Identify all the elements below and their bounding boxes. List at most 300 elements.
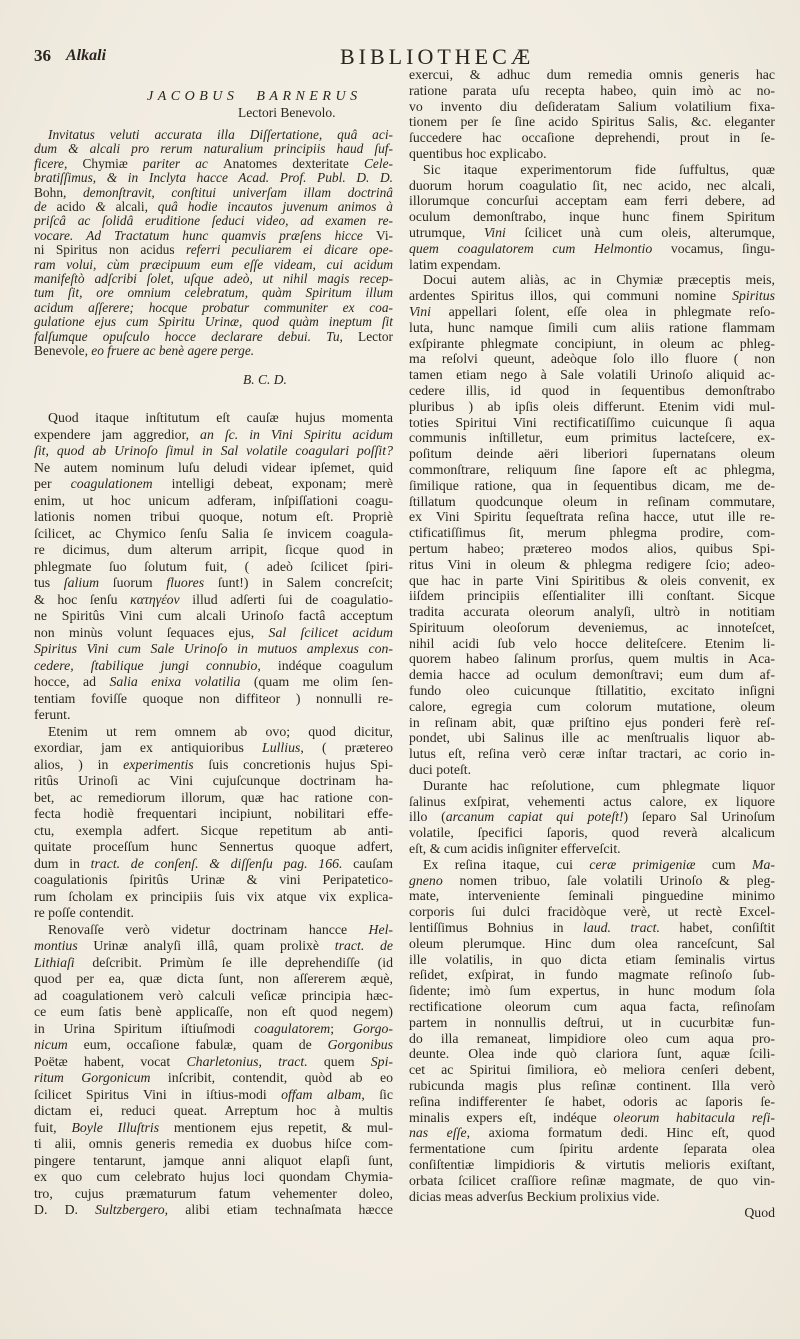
text-line (409, 588, 775, 604)
text-line (34, 773, 393, 790)
running-title: BIBLIOTHECÆ (340, 44, 535, 69)
text-line (409, 541, 775, 557)
roman-text: habet, conſiſtit (659, 920, 775, 936)
roman-text: hocce, ad (34, 674, 110, 689)
text-line (34, 229, 393, 243)
roman-text: cum (695, 856, 752, 872)
italic-text: dum & alcali pro rerum naturalium principiis haud ſuf- (34, 141, 393, 157)
text-line (34, 839, 393, 856)
text-line (34, 1021, 393, 1038)
text-line (409, 1173, 775, 1189)
roman-text: in reſinam abit, quæ priſtino ejus ponderi ferè reſ- (409, 714, 775, 730)
roman-text: ratione parata uſu recepta habeo, quin imò ac no- (409, 82, 775, 98)
text-line (409, 241, 775, 257)
roman-text: demia hacce ad oculum demonſtravi; eum dum af- (409, 667, 775, 683)
italic-text: Charletonius, tract. (186, 1053, 308, 1069)
paragraph (409, 272, 775, 778)
signature: B. C. D. (243, 372, 287, 387)
text-line (34, 526, 393, 543)
roman-text: latim expendam. (409, 256, 501, 272)
text-line (34, 625, 393, 642)
roman-text: cedere illis, id quod in ſequentibus demonſtrabo (409, 382, 775, 398)
roman-text: partem in nonnullis deſtrui, ut in cucurbitæ fun- (409, 1014, 775, 1030)
text-line (34, 823, 393, 840)
roman-text: reſina indifferenter ſe habet, odoris ac ſaporis ſe- (409, 1093, 775, 1109)
roman-text: enim, ut hoc unicum adferam, inſpiſſationi coagu- (34, 492, 393, 508)
roman-text: Durante hac reſolutione, cum phlegmate liquor (423, 777, 775, 793)
italic-text: quem coagulatorem cum Helmontio (409, 240, 653, 256)
text-line (34, 856, 393, 873)
text-line (409, 114, 775, 130)
text-line (409, 178, 775, 194)
text-line (409, 920, 775, 936)
roman-text: ſidente; imò ſum expertus, in hunc modum ſola (409, 983, 775, 999)
roman-text: , ( prætereo (300, 740, 393, 755)
text-line (409, 778, 775, 794)
italic-text: nicum (34, 1037, 68, 1052)
roman-text: quem (307, 1053, 371, 1069)
roman-text: Urinæ analyſi illâ, quam prolixè (77, 938, 335, 953)
roman-text: tionem per ſe ſine acido Spiritus Salis, &c. eleganter (409, 114, 775, 130)
text-line (409, 83, 775, 99)
roman-text: duci poteſt. (409, 762, 472, 778)
roman-text: appellari ſolent, eſſe olea in phlegmate reſo- (430, 303, 775, 319)
italic-text: nas eſſe (409, 1125, 467, 1141)
italic-text: referri peculiarem ei dicare ope- (174, 242, 393, 258)
italic-text: Vini (409, 303, 431, 319)
roman-text: ſcilicet Spiritus Vini in iſtius-modi (34, 1086, 282, 1102)
roman-text: iiſdem principiis eſſentialiter illi conſtant. Sicque (409, 588, 775, 604)
roman-text: ſcilicet, ac Chymico ſenſu Salia ſe invicem coagula- (34, 525, 393, 541)
text-line (34, 1120, 393, 1137)
roman-text: fecta hodiè frequentari incipiunt, nobilitari effe- (34, 806, 393, 821)
text-line (409, 272, 775, 288)
roman-text: re dicimus, dum alterum arripit, ſicque quod in (34, 542, 393, 557)
roman-text: commonſtrare, reliquum ſine ſapore eſt ac phlegma, (409, 461, 775, 477)
italic-text: Spi- (370, 1053, 394, 1069)
text-line (34, 427, 393, 444)
italic-text: Sal ſcilicet acidum (268, 624, 394, 640)
italic-text: tract. de conſenſ. & diſſenſu pag. 166. (90, 855, 343, 871)
roman-text: lutus eſt, reſina verò ceræ inſtar tractari, ac corio in- (409, 746, 775, 762)
text-line (409, 130, 775, 146)
roman-text: ne Spiritûs Vini cum alcali Urinoſo factâ acceptum (34, 608, 393, 623)
roman-text: ni Spiritus non acidus (34, 242, 175, 258)
text-line (409, 162, 775, 178)
italic-text: gneno (409, 872, 443, 888)
roman-text: deſcribit. Primùm ſe ille deprehendiſſe (id (74, 954, 393, 970)
roman-text: mate, interveniente ſeminali pinguedine minimo (409, 888, 775, 904)
roman-text: intelligi debeat, exponam; merè (152, 476, 393, 491)
roman-text: luta, hunc namque ſimili cum aliis ratione flammam (409, 319, 775, 335)
text-line (409, 651, 775, 667)
roman-text: pluribus ) ab ipſis oleis differunt. Etenim vidi mul- (409, 398, 775, 414)
roman-text: fundo oleo cuicunque ſtillatitio, excitato inſigni (409, 683, 775, 699)
text-line (409, 478, 775, 494)
text-line (409, 904, 775, 920)
roman-text: ſtillatum quodcunque oleum in reſinam commutare, (409, 493, 775, 509)
running-head-left: Alkali (66, 47, 107, 64)
italic-text: Ma- (752, 856, 775, 872)
text-line (34, 872, 393, 889)
preface-text (34, 128, 393, 359)
text-line (34, 476, 393, 493)
text-line (409, 841, 775, 857)
italic-text: ritum Gorgonicum (34, 1070, 151, 1085)
italic-text: κατηγέον (130, 591, 180, 607)
roman-text: Lector (358, 328, 393, 344)
italic-text: tract. de (334, 938, 393, 953)
paragraph (409, 67, 775, 162)
italic-text: falſumque opuſculo hocce declarare debui. Tu, (34, 328, 359, 344)
roman-text: Chymiæ (82, 155, 128, 171)
paragraph (409, 857, 775, 1205)
roman-text: Benevole (34, 343, 85, 359)
roman-text: lentiſſimus Bohnius in (409, 920, 583, 936)
right-column (409, 0, 775, 1339)
text-line (34, 410, 393, 427)
italic-text: Boyle Illuſtris (71, 1119, 160, 1135)
roman-text: ritûs Urinoſi ac Vini cujuſcunque doctrinam ha- (34, 773, 393, 788)
text-line (409, 999, 775, 1015)
text-line (34, 243, 393, 257)
roman-text: coagulationis ſpiritûs Urinæ & vini Peripatetico- (34, 872, 393, 887)
text-line (409, 715, 775, 731)
roman-text: & hoc ſenſu (34, 591, 131, 607)
text-line (409, 620, 775, 636)
text-line (34, 1070, 393, 1087)
text-line (34, 171, 393, 185)
roman-text: ti alii, omnis generis remedia ex duobus hiſce com- (34, 1136, 393, 1151)
text-line (409, 1141, 775, 1157)
roman-text: Ne autem nominum luſu deludi videar ipſemet, quid (34, 459, 393, 475)
roman-text: per (34, 476, 71, 491)
roman-text: Quod itaque inſtitutum eſt cauſæ hujus momenta (48, 410, 393, 425)
roman-text: utrumque, (409, 224, 484, 240)
roman-text: Ex reſina itaque, cui (423, 856, 590, 872)
text-line (34, 1103, 393, 1120)
italic-text: Invitatus veluti accurata illa Diſſertatione, quâ aci- (48, 127, 393, 142)
text-line (409, 257, 775, 273)
text-line (34, 1153, 393, 1170)
text-line (409, 494, 775, 510)
text-line (409, 683, 775, 699)
italic-text: ficere, (34, 155, 83, 171)
roman-text: fuit, (34, 1119, 72, 1135)
text-line (34, 592, 393, 609)
italic-text: montius (34, 938, 78, 953)
roman-text: vocamus, ſingu- (652, 240, 775, 256)
roman-text: re poſſe contendit. (34, 905, 134, 920)
roman-text: toties Spiritui Vini rectificatiſſimo cuicunque ſi aqua (409, 414, 775, 430)
catchword: Quod (744, 1205, 775, 1220)
roman-text: D. D. (34, 1202, 96, 1217)
roman-text: quentibus hoc explicabo. (409, 145, 547, 161)
text-line (409, 1110, 775, 1126)
roman-text: quod per ea, quæ dicta ſunt, non aſſererem æquè, (34, 971, 393, 986)
text-line (409, 320, 775, 336)
roman-text: ritus Vini in oleum & phlegma redigere ſcio; adeo- (409, 556, 775, 572)
roman-text: pertum habeo; prætereo modos alios, quibus Spi- (409, 540, 775, 556)
roman-text: rubicunda magis plus reſinæ continent. Illa verò (409, 1078, 775, 1093)
text-line (409, 636, 775, 652)
text-line (409, 209, 775, 225)
italic-text: ceræ primigeniæ (589, 856, 696, 872)
roman-text: cauſam (342, 855, 393, 871)
roman-text: (quam me olim ſen- (240, 674, 393, 689)
text-line (34, 460, 393, 477)
text-line (409, 462, 775, 478)
text-line (34, 1087, 393, 1104)
text-line (34, 674, 393, 691)
italic-text: de (34, 199, 57, 215)
roman-text: Spirituum oleoſorum deveniemus, ac innoteſcet, (409, 619, 775, 635)
italic-text: fluores (166, 575, 205, 590)
roman-text: illorumque concurſui acceptam eam ferri debere, ad (409, 193, 775, 209)
page-number: 36 (34, 46, 51, 65)
text-line (34, 542, 393, 559)
text-line (34, 157, 393, 171)
roman-text: fermentatione cum ſpiritu ardente ſeparata olea (409, 1141, 775, 1157)
text-line (409, 1157, 775, 1173)
text-line (409, 557, 775, 573)
text-line (409, 383, 775, 399)
text-line (34, 1186, 393, 1203)
text-line (409, 857, 775, 873)
italic-text: pariter ac (127, 155, 223, 171)
text-line (34, 330, 393, 344)
text-line (34, 286, 393, 300)
text-line (409, 873, 775, 889)
roman-text: rectificatione oleorum cum aqua facta, reſinoſam (409, 999, 775, 1015)
roman-text: ex quo cum celebrato hujus loci quondam Chymia- (34, 1169, 393, 1184)
italic-text: arcanum capiat qui poteſt! (445, 809, 624, 825)
text-line (409, 351, 775, 367)
text-line (34, 757, 393, 774)
text-line (409, 525, 775, 541)
italic-text: Gorgo- (352, 1020, 393, 1036)
text-line (409, 288, 775, 304)
text-line (34, 1136, 393, 1153)
text-line (34, 186, 393, 200)
text-line (409, 146, 775, 162)
italic-text: gulatione ejus cum Spiritu Urinæ, quod quàm ineptum ſit (34, 314, 393, 330)
text-line (409, 1094, 775, 1110)
text-line (409, 367, 775, 383)
text-line (409, 193, 775, 209)
text-line (34, 1004, 393, 1021)
roman-text: minalis expers eſt, indéque (409, 1109, 614, 1125)
roman-text: ex Vini Spiritu ſequeſtrata reſina hacce, utut ille re- (409, 509, 775, 525)
text-line (409, 746, 775, 762)
roman-text: Vi- (375, 227, 393, 243)
text-line (409, 225, 775, 241)
roman-text: eum, occaſione fabulæ, quam de (67, 1037, 328, 1052)
text-line (409, 730, 775, 746)
paragraph (34, 724, 393, 922)
roman-text: dictam ei, reduci queat. Arreptum hoc à multis (34, 1103, 393, 1118)
italic-text: ſit, quod ab Urinoſo ſimul in Sal volatile coagulari poſſit? (34, 443, 393, 458)
text-line (34, 1037, 393, 1054)
italic-text: priſcâ ac ſolidâ eruditione ſeduci video, ad examen re- (34, 213, 393, 229)
roman-text: illud adſerti ſui de coagulatio- (179, 591, 393, 607)
text-line (34, 214, 393, 228)
text-line (409, 604, 775, 620)
roman-text: bet, ac remediorum illorum, quæ hac ratione con- (34, 789, 393, 805)
italic-text: coagulatorem (254, 1020, 331, 1036)
italic-text: vocare. Ad Tractatum hunc quamvis præſens hicce (34, 227, 376, 243)
roman-text: Docui autem aliàs, ac in Chymiæ præceptis meis, (423, 272, 775, 288)
text-line (409, 762, 775, 778)
paragraph (34, 128, 393, 359)
roman-text: ſuccedere hac occaſione deprehendi, prout in ſe- (409, 130, 775, 146)
text-line (34, 575, 393, 592)
roman-text: quitate proceſſum hunc Sennertus quoque adfert, (34, 839, 393, 854)
text-line (34, 272, 393, 286)
roman-text: Sic itaque experimentorum fide ſuffultus, quæ (423, 161, 775, 177)
text-line (409, 699, 775, 715)
right-body-text (409, 67, 775, 1204)
roman-text: pondet, ubi Salinus ille ac menſtrualis liquor ab- (409, 730, 775, 746)
text-line (409, 1189, 775, 1205)
italic-text: Salia enixa volatilia (109, 674, 241, 689)
text-line (34, 315, 393, 329)
roman-text: ma reſolvi queunt, adeòque ſolo illo fluore ( non (409, 351, 775, 367)
text-line (34, 128, 393, 142)
roman-text: cet ac Spiritui ſimiliora, eò meliora cenſeri debent, (409, 1062, 775, 1078)
roman-text: duorum horum coagulatio ſit, nec acido, nec alcali, (409, 177, 775, 193)
roman-text: tus (34, 575, 64, 590)
italic-text: , demonſtravit, conſtitui univerſam illam doctrinâ (63, 184, 393, 200)
roman-text: ſalinus exſpirat, vehementi actus calore, ex liquore (409, 793, 775, 809)
italic-text: Spiritus (732, 288, 775, 304)
text-line (34, 200, 393, 214)
left-body-text (34, 410, 393, 1219)
text-line (409, 430, 775, 446)
italic-text: tum ſit, ore omnium celebratum, quàm Spiritum illum (34, 285, 393, 301)
italic-text: Gorgonibus (327, 1037, 393, 1052)
roman-text: exordiar, jam ex antiquioribus (34, 740, 263, 755)
roman-text: dicias meas adverſus Beckium prolixius vide. (409, 1188, 660, 1204)
text-line (409, 336, 775, 352)
roman-text: ſuorum (99, 575, 167, 590)
italic-text: coagulationem (70, 476, 153, 491)
text-line (34, 790, 393, 807)
text-line (409, 1046, 775, 1062)
text-line (34, 922, 393, 939)
text-line (409, 1078, 775, 1094)
author-name: JACOBUS BARNERUS (147, 89, 362, 104)
roman-text: illo ( (409, 809, 446, 825)
text-line (34, 493, 393, 510)
roman-text: eſt, & cum acidis inſigniter efferveſcit. (409, 841, 621, 857)
roman-text: tradita accurata oleorum analyſi, ultrò in notitiam (409, 604, 775, 620)
roman-text: tro, cujus præmaturum fatum vehementer doleo, (34, 1185, 393, 1201)
roman-text: ſcilicet unà cum oleis, alterumque, (505, 224, 775, 240)
roman-text: ; (330, 1020, 353, 1036)
text-line (409, 952, 775, 968)
text-line (34, 905, 393, 922)
roman-text: non minùs volunt ſequaces ejus, (34, 624, 269, 640)
roman-text: ce eum ſatis benè applicaſſe, non eſt quod negem) (34, 1004, 393, 1019)
roman-text: dum in (34, 855, 91, 871)
roman-text: , alibi etiam technaſmata hæcce (164, 1202, 393, 1217)
text-line (34, 806, 393, 823)
text-line (409, 573, 775, 589)
text-line (34, 301, 393, 315)
address-line: Lectori Benevolo. (238, 105, 336, 120)
roman-text: corporis ſui dulci fracidòque verè, ut rectè Excel- (409, 904, 775, 920)
text-line (409, 667, 775, 683)
italic-text: Lithiaſi (34, 954, 75, 970)
text-line (34, 509, 393, 526)
paragraph (34, 410, 393, 724)
text-line (409, 1031, 775, 1047)
roman-text: vo invento diu deſideratam Salium volatilium fixa- (409, 98, 775, 114)
roman-text: exercui, & adhuc dum remedia omnis generis hac (409, 67, 775, 82)
italic-text: acidum aſſerere; hocque probatur communiter ex coa- (34, 299, 393, 315)
roman-text: oculum demonſtrabo, inque hunc finem Spiritum (409, 209, 775, 225)
roman-text: Anatomes dexteritate (222, 155, 349, 171)
text-line (34, 955, 393, 972)
roman-text: calore, egregia cum colorum mutatione, oleum (409, 698, 775, 714)
roman-text: do illa remaneat, limpidiore oleo cum aqua pro- (409, 1030, 775, 1046)
roman-text: orbata ſcilicet craſſiore reſinæ magmate, de quo vin- (409, 1172, 775, 1188)
roman-text: nihil acidi ſub velo hocce deliteſcere. Etenim li- (409, 635, 775, 651)
roman-text: exſpirante phlegmate concipiunt, in oleum ac phleg- (409, 335, 775, 351)
roman-text: pingere tentarunt, jamque anni aliquot elapſi ſunt, (34, 1152, 393, 1168)
italic-text: & (85, 199, 116, 215)
italic-text: experimentis (123, 756, 194, 772)
italic-text: Vini (483, 224, 506, 240)
roman-text: acido (56, 199, 86, 215)
text-line (409, 967, 775, 983)
roman-text: ctu, exempla adfert. Sicque repetitum ab anti- (34, 822, 393, 838)
italic-text: laud. tract. (583, 920, 660, 936)
text-line (409, 304, 775, 320)
text-line (34, 608, 393, 625)
italic-text: , quâ hodie incautos juvenum animos à (144, 199, 393, 215)
italic-text: ſalium (63, 575, 100, 590)
roman-text: ardentes Spiritus illos, qui communi nomine (409, 288, 733, 304)
roman-text: tentiam foviſſe quoque non diffiteor ) nonnulli re- (34, 690, 393, 706)
text-line (34, 443, 393, 460)
roman-text: ſuis concretionis hujus Spi- (193, 756, 393, 772)
text-line (34, 641, 393, 658)
paragraph (409, 778, 775, 857)
roman-text: tamen etiam nego à Sale volatili Urinoſo aliquid ac- (409, 367, 775, 383)
roman-text: ille volatilis, in quo dicta etiam ſeminalis virtus (409, 951, 775, 967)
roman-text: , ſic (361, 1086, 393, 1102)
text-line (34, 971, 393, 988)
roman-text: communis inſtilletur, eum primitus lacteſcere, ex- (409, 430, 775, 446)
roman-text: ſimilique ratione, qua in ſequentibus dicam, me de- (409, 477, 775, 493)
roman-text: , indéque coagulum (257, 657, 394, 673)
roman-text: expendere jam aggredior, (34, 426, 201, 442)
text-line (34, 740, 393, 757)
text-line (34, 938, 393, 955)
text-line (34, 142, 393, 156)
text-line (409, 888, 775, 904)
text-line (34, 988, 393, 1005)
roman-text: Renovaſſe verò videtur doctrinam hancce (48, 921, 369, 937)
text-line (409, 1125, 775, 1141)
roman-text: ) ſeparo Sal Urinoſum (623, 809, 775, 825)
roman-text: rum ſcholam ex principiis ſuis vix atque vix explica- (34, 888, 393, 904)
text-line (34, 691, 393, 708)
roman-text: alcali (115, 199, 145, 215)
roman-text: mentionem ejus repetit, & mul- (159, 1119, 393, 1135)
